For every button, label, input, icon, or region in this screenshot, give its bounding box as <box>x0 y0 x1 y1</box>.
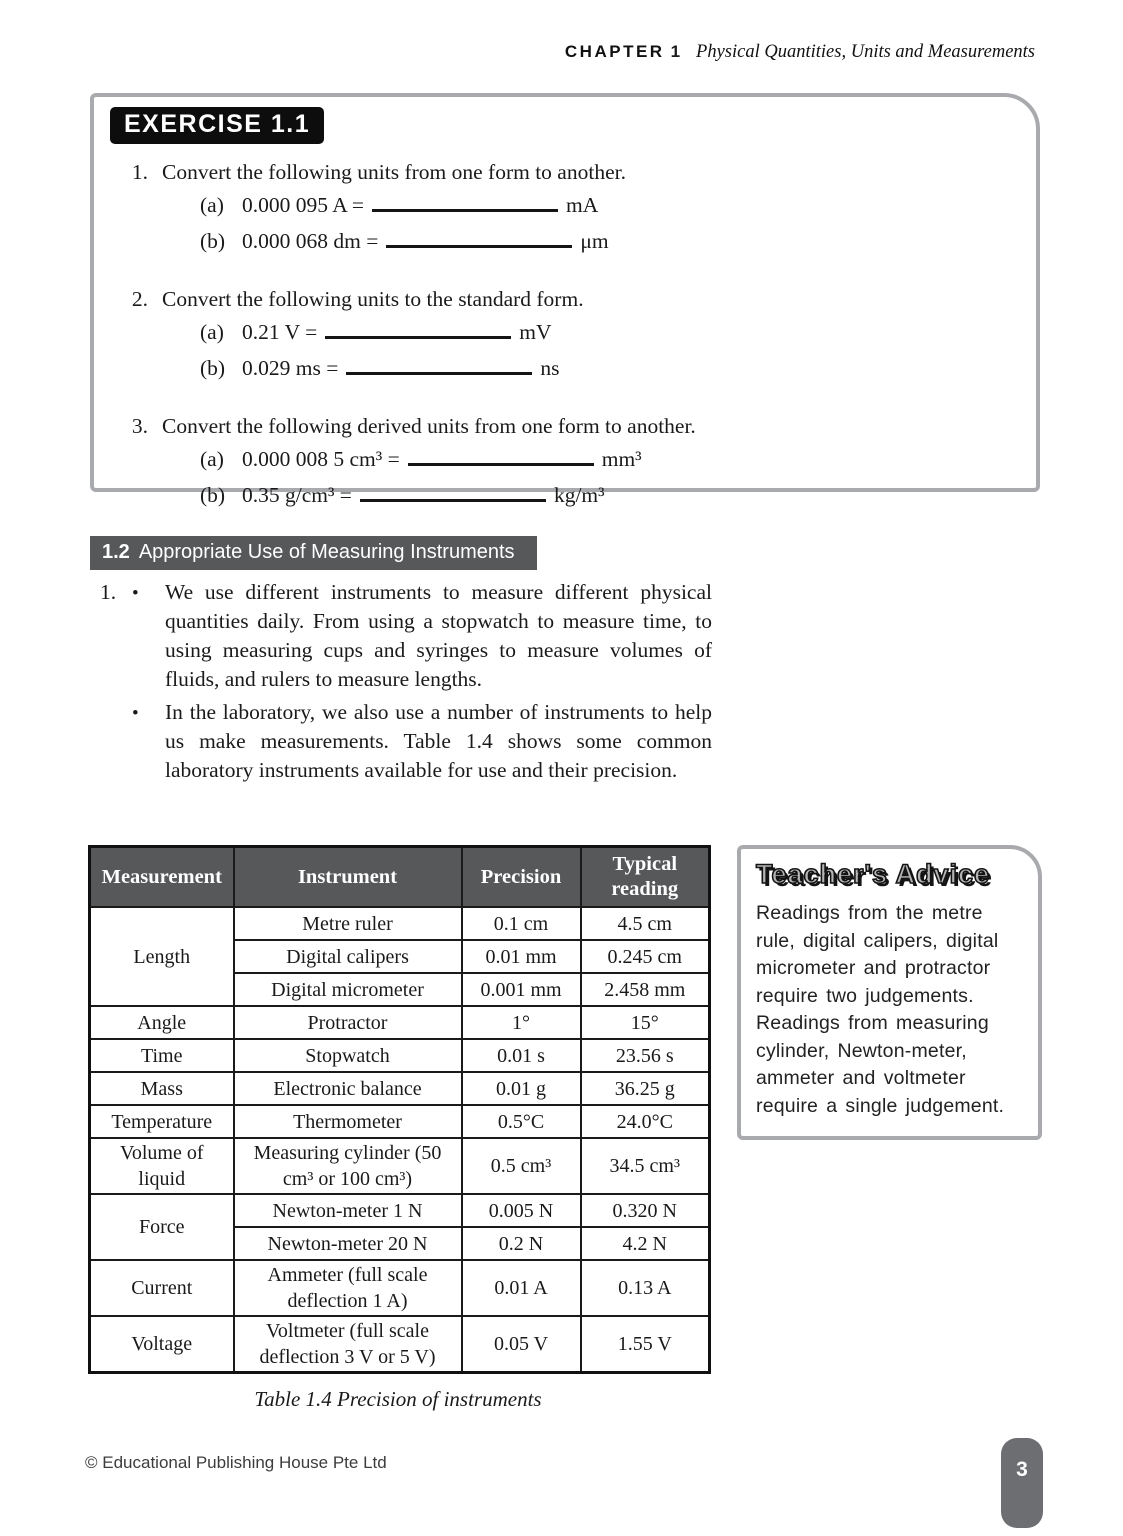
reading-cell: 34.5 cm³ <box>581 1138 710 1194</box>
question-2-part-a <box>200 314 1018 350</box>
section-heading-bar <box>90 536 537 570</box>
chapter-label <box>565 42 680 62</box>
precision-cell: 0.5 cm³ <box>462 1138 581 1194</box>
exercise-badge: EXERCISE 1.1 <box>110 107 324 144</box>
page-number-tab <box>1001 1438 1043 1528</box>
reading-cell: 4.5 cm <box>581 907 710 940</box>
precision-cell: 0.01 mm <box>462 940 581 973</box>
question-1-stem <box>110 157 1018 187</box>
instrument-cell: Protractor <box>234 1006 462 1039</box>
copyright-notice: © Educational Publishing House Pte Ltd <box>85 1453 387 1472</box>
reading-cell: 1.55 V <box>581 1316 710 1373</box>
table-row <box>90 1039 710 1072</box>
table-row <box>90 1194 710 1227</box>
answer-blank <box>408 449 594 466</box>
part-label: (a) <box>200 447 224 471</box>
measurement-cell: Current <box>90 1260 234 1316</box>
question-number: 1. <box>131 160 148 184</box>
bullet-text: In the laboratory, we also use a number of instruments to help us make measurements. Table 1.4 shows some common laboratory instruments available for use and their precision. <box>165 700 712 782</box>
part-label: (b) <box>200 229 226 253</box>
part-expression: 0.35 g/cm³ = <box>242 483 352 507</box>
instrument-cell: Stopwatch <box>234 1039 462 1072</box>
table-row <box>90 1105 710 1138</box>
precision-cell: 0.01 g <box>462 1072 581 1105</box>
part-expression: 0.029 ms = <box>242 356 339 380</box>
question-number: 2. <box>131 287 148 311</box>
measurement-cell: Voltage <box>90 1316 234 1373</box>
table-row <box>90 1138 710 1194</box>
measurement-cell: Length <box>90 907 234 1006</box>
bullet-icon: • <box>132 703 139 724</box>
instrument-cell: Measuring cylinder (50 cm³ or 100 cm³) <box>234 1138 462 1194</box>
instrument-cell: Ammeter (full scale deflection 1 A) <box>234 1260 462 1316</box>
page-number: 3 <box>1016 1458 1028 1481</box>
question-1-part-a <box>200 187 1018 223</box>
measurement-cell: Temperature <box>90 1105 234 1138</box>
question-2 <box>110 284 1018 386</box>
reading-cell: 23.56 s <box>581 1039 710 1072</box>
bullet-icon: • <box>132 583 139 604</box>
part-unit: mm³ <box>601 447 642 471</box>
part-unit: kg/m³ <box>553 483 605 507</box>
part-unit: ns <box>540 356 560 380</box>
reading-cell: 2.458 mm <box>581 973 710 1006</box>
measurement-cell: Volume of liquid <box>90 1138 234 1194</box>
question-3 <box>110 411 1018 513</box>
precision-cell: 0.005 N <box>462 1194 581 1227</box>
part-unit: mA <box>566 193 599 217</box>
section-number: 1.2 <box>102 540 130 563</box>
question-text: Convert the following derived units from one form to another. <box>162 414 696 438</box>
reading-cell: 15° <box>581 1006 710 1039</box>
answer-blank <box>325 322 511 339</box>
reading-cell: 0.320 N <box>581 1194 710 1227</box>
instrument-cell: Newton-meter 20 N <box>234 1227 462 1260</box>
table-row <box>90 1260 710 1316</box>
table-row <box>90 1072 710 1105</box>
bullet-text: We use different instruments to measure different physical quantities daily. From using a stopwatch to measure time, to using measuring cups and syringes to measure volumes of fluids, and rulers to measure lengths. <box>165 580 712 691</box>
instrument-cell: Digital calipers <box>234 940 462 973</box>
part-label: (a) <box>200 320 224 344</box>
table-header-row <box>90 847 710 908</box>
teachers-advice-box <box>737 845 1042 1140</box>
teachers-advice-title: Teacher's Advice <box>756 859 991 889</box>
measurement-cell: Mass <box>90 1072 234 1105</box>
question-3-part-a <box>200 441 1018 477</box>
table-row <box>90 1316 710 1373</box>
part-expression: 0.21 V = <box>242 320 318 344</box>
measurement-cell: Time <box>90 1039 234 1072</box>
measurement-cell: Angle <box>90 1006 234 1039</box>
table-caption: Table 1.4 Precision of instruments <box>254 1387 542 1411</box>
chapter-number: 1 <box>670 42 681 61</box>
instrument-cell: Thermometer <box>234 1105 462 1138</box>
question-text: Convert the following units from one form to another. <box>162 160 626 184</box>
instrument-cell: Voltmeter (full scale deflection 3 V or 5 V) <box>234 1316 462 1373</box>
running-header <box>565 42 1035 63</box>
reading-cell: 24.0°C <box>581 1105 710 1138</box>
question-2-stem <box>110 284 1018 314</box>
answer-blank <box>346 358 532 375</box>
precision-cell: 0.2 N <box>462 1227 581 1260</box>
question-3-part-b <box>200 477 1018 513</box>
col-header-instrument: Instrument <box>234 847 462 908</box>
precision-cell: 0.01 s <box>462 1039 581 1072</box>
question-2-part-b <box>200 350 1018 386</box>
question-1-part-b <box>200 223 1018 259</box>
part-unit: μm <box>580 229 609 253</box>
part-label: (a) <box>200 193 224 217</box>
table-row <box>90 907 710 940</box>
precision-cell: 0.05 V <box>462 1316 581 1373</box>
instrument-cell: Digital micrometer <box>234 973 462 1006</box>
bullet-list <box>132 578 712 789</box>
answer-blank <box>360 485 546 502</box>
question-number: 3. <box>131 414 148 438</box>
reading-cell: 4.2 N <box>581 1227 710 1260</box>
chapter-word: CHAPTER <box>564 42 665 61</box>
answer-blank <box>372 195 558 212</box>
reading-cell: 0.13 A <box>581 1260 710 1316</box>
note-number: 1. <box>100 580 117 604</box>
precision-table <box>88 845 711 1374</box>
instrument-cell: Newton-meter 1 N <box>234 1194 462 1227</box>
part-unit: mV <box>519 320 552 344</box>
precision-cell: 0.001 mm <box>462 973 581 1006</box>
precision-cell: 0.1 cm <box>462 907 581 940</box>
measurement-cell: Force <box>90 1194 234 1260</box>
bullet-item-1 <box>132 578 712 698</box>
col-header-typical-reading: Typical reading <box>581 847 710 908</box>
reading-cell: 36.25 g <box>581 1072 710 1105</box>
precision-cell: 0.01 A <box>462 1260 581 1316</box>
instrument-cell: Metre ruler <box>234 907 462 940</box>
question-1 <box>110 157 1018 259</box>
part-expression: 0.000 095 A = <box>242 193 365 217</box>
table-row <box>90 1006 710 1039</box>
section-title: Appropriate Use of Measuring Instruments <box>138 540 515 563</box>
part-label: (b) <box>200 356 226 380</box>
chapter-title: Physical Quantities, Units and Measurements <box>696 42 1035 62</box>
bullet-item-2 <box>132 698 712 789</box>
question-text: Convert the following units to the standard form. <box>162 287 584 311</box>
part-label: (b) <box>200 483 226 507</box>
question-3-stem <box>110 411 1018 441</box>
precision-cell: 0.5°C <box>462 1105 581 1138</box>
part-expression: 0.000 008 5 cm³ = <box>242 447 400 471</box>
precision-cell: 1° <box>462 1006 581 1039</box>
instrument-cell: Electronic balance <box>234 1072 462 1105</box>
reading-cell: 0.245 cm <box>581 940 710 973</box>
teachers-advice-text: Readings from the metre rule, digital calipers, digital micrometer and protractor require two judgements. Readings from measuring cylinder, Newton-meter, ammeter and voltmeter require a single judgement. <box>756 902 1005 1117</box>
part-expression: 0.000 068 dm = <box>242 229 379 253</box>
answer-blank <box>386 231 572 248</box>
col-header-precision: Precision <box>462 847 581 908</box>
exercise-box <box>90 93 1040 507</box>
notes-block <box>100 578 712 789</box>
col-header-measurement: Measurement <box>90 847 234 908</box>
